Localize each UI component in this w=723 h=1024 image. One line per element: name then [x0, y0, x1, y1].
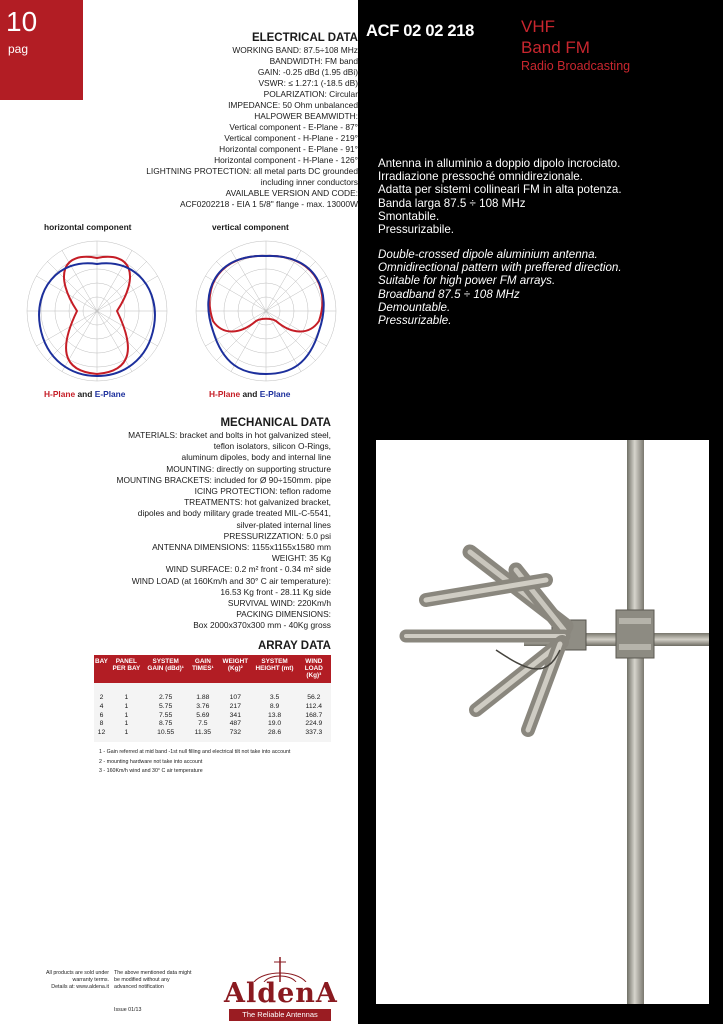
notice-line: be modified without any	[114, 976, 170, 983]
cell: 6	[94, 712, 109, 721]
spec-label: WIND SURFACE:	[165, 564, 233, 575]
desc-it-line: Banda larga 87.5 ÷ 108 MHz	[378, 196, 526, 210]
spec-label: GAIN:	[257, 67, 281, 77]
cell: 1	[109, 720, 144, 729]
logo-tagline: The Reliable Antennas	[229, 1009, 331, 1021]
spec-brackets	[50, 475, 331, 486]
array-notes	[99, 748, 290, 777]
cell: 13.8	[252, 712, 296, 721]
spec-treatments	[50, 497, 331, 508]
note-line: 2 - mounting hardware not take into account	[99, 758, 203, 765]
cell: 341	[218, 712, 252, 721]
spec-value: all metal parts DC grounded	[253, 166, 358, 176]
note-line: 3 - 160Km/h wind and 30° C air temperature	[99, 768, 203, 774]
cell: 2.75	[144, 694, 188, 703]
cell: 1	[109, 729, 144, 738]
antenna-photo	[376, 440, 709, 1004]
spec-label: WORKING BAND:	[232, 45, 302, 55]
desc-it-line: Smontabile.	[378, 209, 440, 223]
electrical-title: ELECTRICAL DATA	[251, 32, 358, 44]
legend-e-plane: E-Plane	[94, 389, 126, 399]
cell: 8	[94, 720, 109, 729]
cell: 732	[218, 729, 252, 738]
vertical-polar-diagram	[191, 236, 341, 386]
legend-e-plane: E-Plane	[259, 389, 291, 399]
spec-value: 1155x1155x1580 mm	[251, 542, 331, 553]
beamwidth-line: Vertical component - H-Plane - 219°	[224, 133, 358, 143]
spec-wind-surface	[50, 564, 331, 575]
spec-polarization	[50, 89, 358, 100]
spec-label: SURVIVAL WIND:	[227, 598, 296, 609]
table-spacer	[94, 738, 331, 742]
spec-lightning	[50, 166, 358, 177]
spec-value: teflon radome	[279, 486, 331, 497]
spec-label: LIGHTNING PROTECTION:	[146, 166, 252, 176]
description-english	[378, 248, 622, 327]
cell: 19.0	[252, 720, 296, 729]
spec-label: POLARIZATION:	[263, 89, 327, 99]
spec-value: 5.0 psi	[306, 530, 331, 541]
legend-h-plane: H-Plane	[44, 389, 76, 399]
legend-h-plane: H-Plane	[209, 389, 241, 399]
cell: 1.88	[187, 694, 218, 703]
spec-impedance	[50, 100, 358, 111]
vertical-component-title: vertical component	[212, 222, 289, 232]
note-line: 1 - Gain referred at mid band -1st null filling and electrical tilt not take into account	[99, 749, 291, 755]
desc-it-line: Irradiazione pressoché omnidirezionale.	[378, 170, 583, 184]
spec-value: 50 Ohm unbalanced	[282, 100, 358, 110]
spec-materials	[50, 430, 331, 441]
spec-value: 35 Kg	[309, 553, 331, 564]
table-spacer	[94, 683, 331, 694]
desc-it-line: Antenna in alluminio a doppio dipolo incrociato.	[378, 157, 621, 170]
spec-versions-label: AVAILABLE VERSION AND CODE:	[225, 188, 358, 198]
mechanical-title: MECHANICAL DATA	[220, 417, 331, 429]
warranty-line: warranty terms.	[72, 976, 109, 983]
array-title: ARRAY DATA	[257, 640, 331, 652]
col-header: BAY	[94, 655, 109, 683]
col-header: WEIGHT (Kg)²	[218, 655, 252, 683]
beamwidth-line: Vertical component - E-Plane - 87°	[229, 122, 358, 132]
notice-note	[114, 970, 214, 990]
table-row	[94, 703, 331, 712]
spec-working-band	[50, 45, 358, 56]
spec-versions: ACF0202218 - EIA 1 5/8" flange - max. 13000W	[179, 199, 358, 209]
cell: 56.2	[297, 694, 331, 703]
spec-label: TREATMENTS:	[184, 497, 243, 508]
polar-grid	[27, 241, 167, 381]
spec-label: MATERIALS:	[128, 430, 178, 440]
product-band	[521, 18, 630, 73]
legend-and: and	[242, 389, 258, 399]
col-header: SYSTEM GAIN (dBd)¹	[144, 655, 188, 683]
desc-en-line: Suitable for high power FM arrays.	[378, 274, 556, 288]
spec-value: hot galvanized bracket,	[244, 497, 331, 508]
horizontal-legend	[44, 389, 125, 399]
col-header: WIND LOAD (Kg)³	[297, 655, 331, 683]
page-number: 10	[6, 6, 38, 37]
product-code: ACF 02 02 218	[366, 22, 474, 40]
warranty-line: All products are sold under	[45, 970, 109, 976]
spec-label: VSWR:	[258, 78, 286, 88]
spec-packing-label: PACKING DIMENSIONS:	[236, 609, 331, 620]
spec-value: 0.2 m² front - 0.34 m² side	[234, 564, 331, 575]
spec-treatments-3: silver-plated internal lines	[236, 519, 331, 530]
spec-value: -0.25 dBd (1.95 dBi)	[283, 67, 358, 77]
desc-en-line: Pressurizable.	[378, 314, 452, 328]
cell: 5.75	[144, 703, 188, 712]
cell: 4	[94, 703, 109, 712]
cell: 12	[94, 729, 109, 738]
spec-materials-2: teflon isolators, silicon O-Rings,	[213, 441, 331, 452]
cell: 10.55	[144, 729, 188, 738]
page-label: pag	[8, 42, 29, 56]
desc-en-line: Omnidirectional pattern with preffered direction.	[378, 261, 622, 275]
cell: 8.9	[252, 703, 296, 712]
logo-name: AldenA	[224, 978, 338, 1009]
cell: 1	[109, 712, 144, 721]
warranty-note	[29, 970, 109, 990]
cell: 1	[109, 694, 144, 703]
electrical-data	[50, 32, 358, 210]
description-italian	[378, 157, 622, 236]
col-header: GAIN TIMES¹	[187, 655, 218, 683]
spec-packing: Box 2000x370x300 mm - 40Kg gross	[193, 620, 331, 631]
spec-value: included for Ø 90÷150mm. pipe	[214, 474, 331, 485]
cell: 11.35	[187, 729, 218, 738]
table-row	[94, 712, 331, 721]
desc-it-line: Pressurizabile.	[378, 223, 455, 237]
spec-value: directly on supporting structure	[216, 463, 331, 474]
cell: 217	[218, 703, 252, 712]
col-header: PANEL PER BAY	[109, 655, 144, 683]
spec-value: FM band	[324, 56, 358, 66]
cell: 112.4	[297, 703, 331, 712]
spec-treatments-2: dipoles and body military grade treated MIL-C-5541,	[137, 508, 331, 519]
spec-label: PRESSURIZZATION:	[223, 530, 304, 541]
spec-weight	[50, 553, 331, 564]
spec-icing	[50, 486, 331, 497]
cell: 28.6	[252, 729, 296, 738]
spec-value: 220Km/h	[297, 598, 331, 609]
table-row	[94, 720, 331, 729]
notice-line: The above mentioned data might	[114, 970, 192, 976]
col-header: SYSTEM HEIGHT (mt)	[252, 655, 296, 683]
cell: 5.69	[187, 712, 218, 721]
horizontal-polar-diagram	[22, 236, 172, 386]
band-application: Radio Broadcasting	[521, 59, 631, 73]
spec-value: 87.5÷108 MHz	[303, 45, 358, 55]
spec-label: IMPEDANCE:	[228, 100, 281, 110]
cell: 7.55	[144, 712, 188, 721]
cell: 168.7	[297, 712, 331, 721]
spec-bandwidth	[50, 56, 358, 67]
table-row	[94, 694, 331, 703]
spec-value: bracket and bolts in hot galvanized steel,	[179, 430, 331, 440]
array-table	[94, 655, 331, 742]
antenna-illustration	[376, 440, 709, 1004]
spec-label: MOUNTING:	[166, 463, 215, 474]
cell: 2	[94, 694, 109, 703]
spec-pressurization	[50, 531, 331, 542]
cell: 7.5	[187, 720, 218, 729]
spec-label: ANTENNA DIMENSIONS:	[152, 542, 250, 553]
spec-value: Circular	[329, 89, 358, 99]
spec-label: WEIGHT:	[271, 553, 307, 564]
notice-line: advanced notification	[114, 983, 164, 990]
cell: 224.9	[297, 720, 331, 729]
band-fm: Band FM	[521, 38, 590, 57]
desc-en-line: Double-crossed dipole aluminium antenna.	[378, 248, 598, 261]
desc-it-line: Adatta per sistemi collineari FM in alta potenza.	[378, 183, 622, 197]
spec-label: BANDWIDTH:	[269, 56, 323, 66]
cell: 8.75	[144, 720, 188, 729]
spec-vswr	[50, 78, 358, 89]
cell: 337.3	[297, 729, 331, 738]
mechanical-data	[50, 417, 331, 632]
spec-wind-load-label: WIND LOAD (at 160Km/h and 30° C air temperature):	[131, 575, 331, 586]
horizontal-component-title: horizontal component	[44, 222, 132, 232]
cell: 487	[218, 720, 252, 729]
polar-grid	[196, 241, 336, 381]
cell: 3.76	[187, 703, 218, 712]
beamwidth-line: Horizontal component - H-Plane - 126°	[214, 155, 358, 165]
legend-and: and	[77, 389, 93, 399]
spec-survival	[50, 598, 331, 609]
desc-en-line: Broadband 87.5 ÷ 108 MHz	[378, 287, 520, 301]
spec-label: ICING PROTECTION:	[194, 486, 278, 497]
desc-en-line: Demountable.	[378, 300, 451, 314]
spec-beamwidth-label: HALPOWER BEAMWIDTH:	[254, 111, 358, 121]
warranty-line: Details at: www.aldena.it	[51, 983, 109, 990]
spec-gain	[50, 67, 358, 78]
table-row	[94, 729, 331, 738]
spec-wind-load: 16.53 Kg front - 28.11 Kg side	[220, 586, 331, 597]
vertical-legend	[209, 389, 290, 399]
cell: 1	[109, 703, 144, 712]
spec-materials-3: aluminum dipoles, body and internal line	[181, 452, 331, 463]
band-vhf: VHF	[521, 17, 555, 36]
array-header-row	[94, 655, 331, 683]
spec-label: MOUNTING BRACKETS:	[116, 474, 212, 485]
issue-number: Issue 01/13	[114, 1007, 142, 1013]
spec-value: ≤ 1.27:1 (-18.5 dB)	[288, 78, 358, 88]
cell: 107	[218, 694, 252, 703]
spec-lightning-2: including inner conductors	[260, 177, 358, 187]
beamwidth-line: Horizontal component - E-Plane - 91°	[219, 144, 358, 154]
aldena-logo	[224, 956, 336, 1022]
cell: 3.5	[252, 694, 296, 703]
spec-dimensions	[50, 542, 331, 553]
spec-mounting	[50, 464, 331, 475]
